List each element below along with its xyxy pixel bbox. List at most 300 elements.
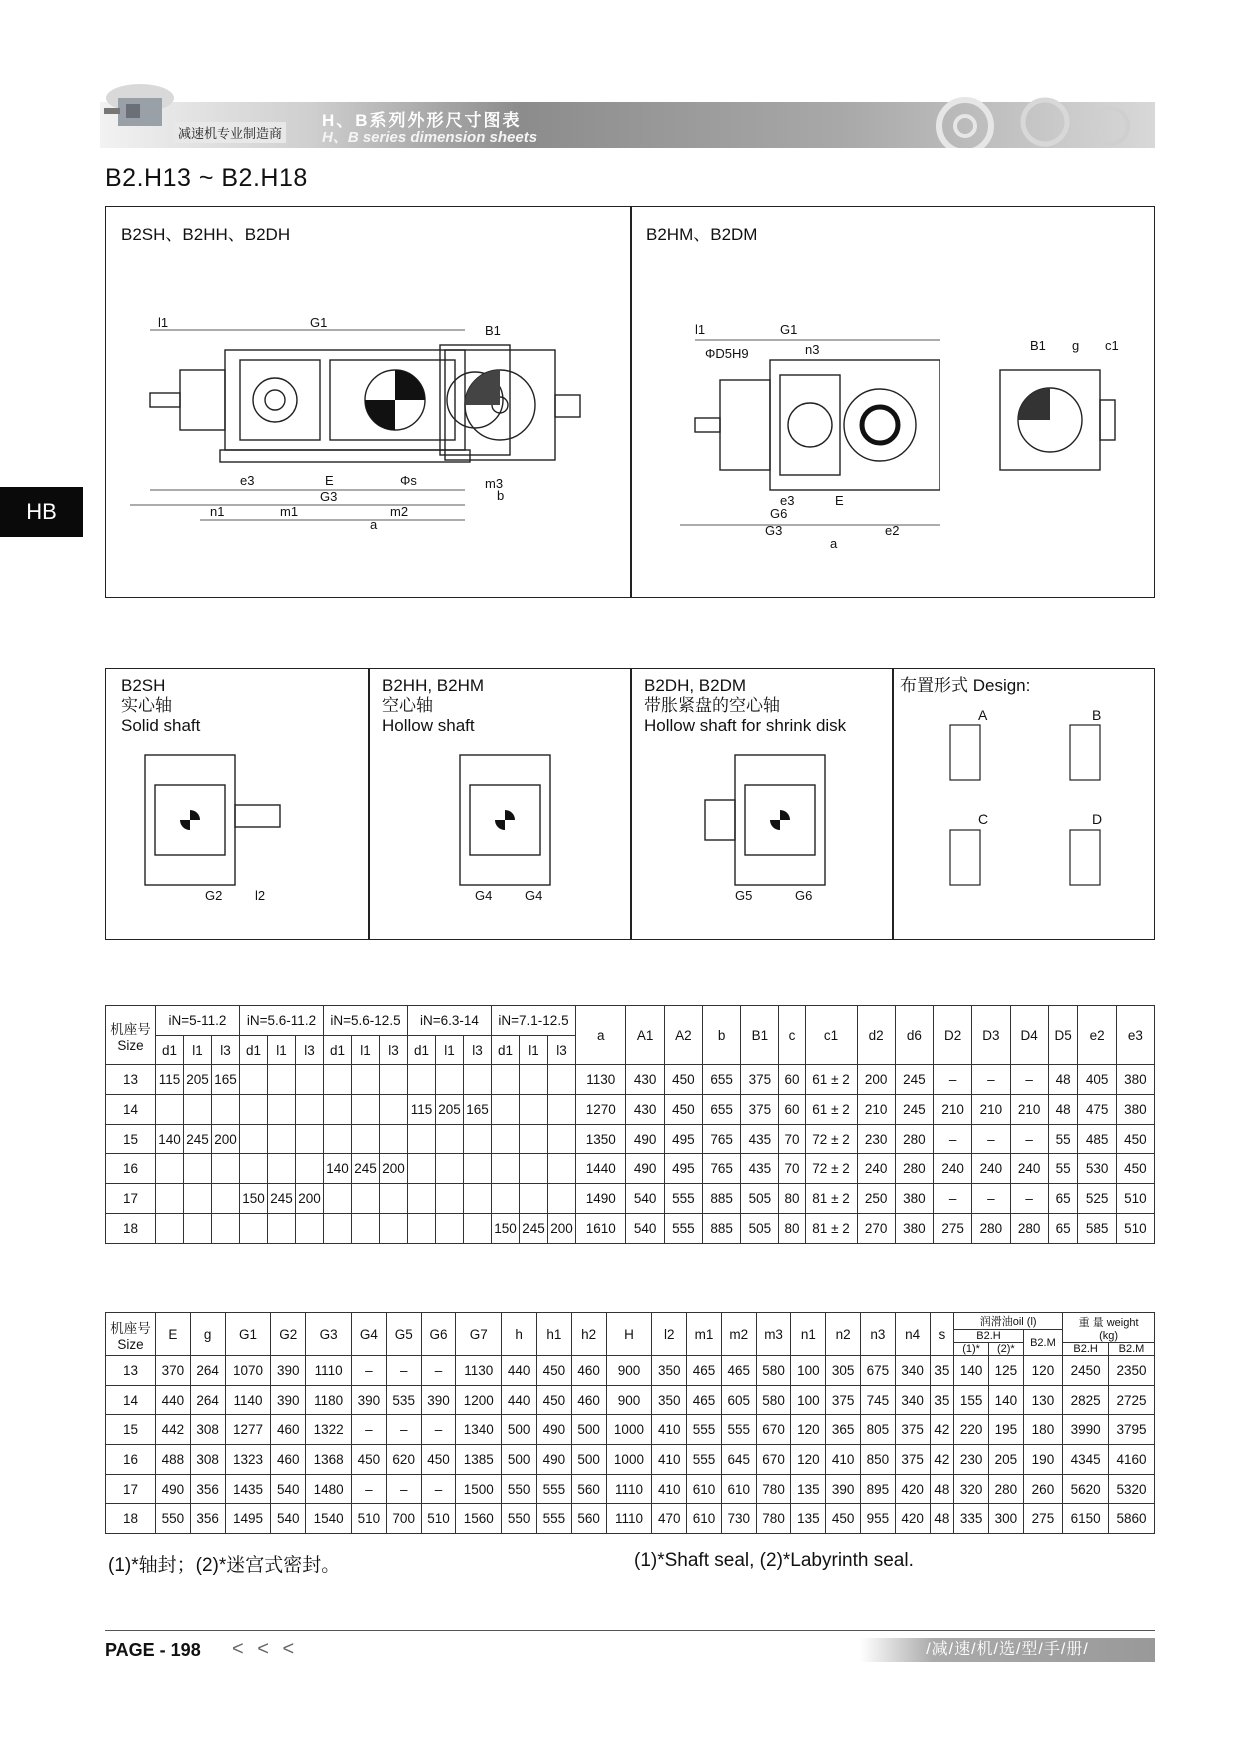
table-cell: 245 <box>895 1065 933 1095</box>
table-cell: 17 <box>106 1184 156 1214</box>
col-header: (1)* <box>954 1343 989 1356</box>
table-cell: 42 <box>930 1445 954 1475</box>
table-cell <box>268 1213 296 1243</box>
design-a: A <box>978 707 988 723</box>
table-cell: 1180 <box>306 1385 352 1415</box>
col-header: e2 <box>1078 1006 1116 1065</box>
table-cell: 350 <box>652 1356 687 1386</box>
table-cell: 390 <box>421 1385 456 1415</box>
col-header: m1 <box>687 1313 722 1356</box>
table-cell: 435 <box>741 1154 779 1184</box>
table-cell: 380 <box>895 1184 933 1214</box>
table-cell <box>240 1213 268 1243</box>
table-cell: 1500 <box>456 1474 502 1504</box>
table-cell: 1340 <box>456 1415 502 1445</box>
table-cell: 48 <box>930 1474 954 1504</box>
table-cell: 190 <box>1023 1445 1062 1475</box>
col-header: G7 <box>456 1313 502 1356</box>
table-cell: 1110 <box>306 1356 352 1386</box>
table-cell: 165 <box>464 1095 492 1125</box>
table-cell <box>380 1124 408 1154</box>
table-cell: 210 <box>857 1095 895 1125</box>
table-cell: 380 <box>895 1213 933 1243</box>
table-cell: 490 <box>626 1124 664 1154</box>
table-cell <box>184 1213 212 1243</box>
table-cell: 580 <box>756 1385 791 1415</box>
table-cell: 490 <box>626 1154 664 1184</box>
table-cell <box>296 1065 324 1095</box>
table-cell: 120 <box>791 1445 826 1475</box>
svg-text:ΦD5H9: ΦD5H9 <box>705 346 749 361</box>
table-cell: 675 <box>860 1356 895 1386</box>
table-cell: 65 <box>1048 1213 1078 1243</box>
table-cell: 555 <box>687 1445 722 1475</box>
panel1-left-title: B2SH、B2HH、B2DH <box>121 225 291 244</box>
table-cell: 460 <box>571 1385 606 1415</box>
table-cell: 780 <box>756 1474 791 1504</box>
table-cell: 48 <box>1048 1065 1078 1095</box>
table-cell: 490 <box>156 1474 191 1504</box>
table-cell: 80 <box>779 1213 805 1243</box>
table-cell: 205 <box>184 1065 212 1095</box>
table-cell: 620 <box>386 1445 421 1475</box>
table-cell <box>296 1124 324 1154</box>
col-header: G3 <box>306 1313 352 1356</box>
ratio-group-header: iN=5-11.2 <box>156 1006 240 1036</box>
table-cell: 1322 <box>306 1415 352 1445</box>
table-cell: 210 <box>1010 1095 1048 1125</box>
table-cell: 17 <box>106 1474 156 1504</box>
table-cell <box>352 1095 380 1125</box>
dimension-table-1 <box>105 1005 1155 1244</box>
table-cell: 375 <box>895 1445 930 1475</box>
table-cell <box>520 1124 548 1154</box>
table-cell: 280 <box>1010 1213 1048 1243</box>
size-header-cn: 机座号 <box>110 1320 151 1336</box>
table-cell: 460 <box>571 1356 606 1386</box>
drawing-b2hm-front <box>640 320 940 550</box>
design-d: D <box>1092 811 1103 827</box>
table-cell <box>268 1065 296 1095</box>
table-cell: 80 <box>779 1184 805 1214</box>
table-cell: 2350 <box>1109 1356 1155 1386</box>
table-cell: 1350 <box>576 1124 626 1154</box>
table-cell: – <box>1010 1184 1048 1214</box>
header-maker: 减速机专业制造商 <box>174 122 286 143</box>
gearbox-logo-icon <box>100 78 178 138</box>
table-cell: 61 ± 2 <box>805 1095 857 1125</box>
table-cell: 555 <box>664 1213 702 1243</box>
svg-text:c1: c1 <box>1105 338 1119 353</box>
table-cell: 13 <box>106 1065 156 1095</box>
svg-text:G3: G3 <box>320 489 338 504</box>
col-header: d2 <box>857 1006 895 1065</box>
table-cell: 510 <box>1116 1184 1154 1214</box>
table-cell: 135 <box>791 1504 826 1534</box>
table-cell: – <box>934 1065 972 1095</box>
table-cell: 560 <box>571 1474 606 1504</box>
col-header: G2 <box>271 1313 306 1356</box>
table-cell <box>492 1154 520 1184</box>
table-cell <box>184 1184 212 1214</box>
table-cell: 18 <box>106 1504 156 1534</box>
table-cell: 280 <box>988 1474 1023 1504</box>
table-cell: 120 <box>791 1415 826 1445</box>
subcol-header: d1 <box>492 1035 520 1065</box>
table-cell: 264 <box>190 1385 225 1415</box>
col-header: m2 <box>721 1313 756 1356</box>
table-cell: 895 <box>860 1474 895 1504</box>
table-cell <box>548 1184 576 1214</box>
table-cell: 1130 <box>456 1356 502 1386</box>
table-cell: – <box>1010 1124 1048 1154</box>
table-cell: 1540 <box>306 1504 352 1534</box>
table-cell: 420 <box>895 1474 930 1504</box>
ratio-group-header: iN=6.3-14 <box>408 1006 492 1036</box>
table-cell: 440 <box>156 1385 191 1415</box>
table-cell <box>380 1095 408 1125</box>
table-cell: 405 <box>1078 1065 1116 1095</box>
table-cell <box>436 1124 464 1154</box>
table-cell: – <box>934 1184 972 1214</box>
table-cell: – <box>972 1184 1010 1214</box>
table-cell: 765 <box>702 1124 740 1154</box>
table-cell: 140 <box>988 1385 1023 1415</box>
table-cell: 60 <box>779 1065 805 1095</box>
table-cell: 450 <box>826 1504 861 1534</box>
table-cell <box>464 1154 492 1184</box>
svg-text:n3: n3 <box>805 342 820 357</box>
table-cell: 670 <box>756 1415 791 1445</box>
table-cell: 555 <box>721 1415 756 1445</box>
svg-text:g: g <box>1072 338 1080 353</box>
table-cell: 320 <box>954 1474 989 1504</box>
table-cell: 220 <box>954 1415 989 1445</box>
svg-text:G6: G6 <box>770 506 788 521</box>
table-cell: – <box>934 1124 972 1154</box>
table-cell: 140 <box>156 1124 184 1154</box>
svg-text:Φs: Φs <box>400 473 417 488</box>
table-cell <box>492 1065 520 1095</box>
table-cell: 885 <box>702 1184 740 1214</box>
table-cell: 375 <box>741 1095 779 1125</box>
subcol-header: d1 <box>408 1035 436 1065</box>
note-en: (1)*Shaft seal, (2)*Labyrinth seal. <box>634 1550 914 1571</box>
table-cell: 65 <box>1048 1184 1078 1214</box>
table-cell: 155 <box>954 1385 989 1415</box>
table-cell: 450 <box>664 1095 702 1125</box>
table-cell: 460 <box>271 1415 306 1445</box>
table-cell: 525 <box>1078 1184 1116 1214</box>
table-cell <box>268 1095 296 1125</box>
table-cell: 70 <box>779 1154 805 1184</box>
table-cell: 485 <box>1078 1124 1116 1154</box>
table-row <box>106 1445 1155 1475</box>
weight-unit: (kg) <box>1099 1329 1119 1342</box>
table-cell: 535 <box>386 1385 421 1415</box>
table-cell: 140 <box>954 1356 989 1386</box>
table-cell <box>296 1154 324 1184</box>
col-header: m3 <box>756 1313 791 1356</box>
table-cell: 240 <box>857 1154 895 1184</box>
table-cell: 275 <box>934 1213 972 1243</box>
table-cell: 1070 <box>225 1356 271 1386</box>
table-cell: 495 <box>664 1124 702 1154</box>
table-cell <box>212 1095 240 1125</box>
col-header: h <box>502 1313 537 1356</box>
table-cell: 505 <box>741 1213 779 1243</box>
size-header-cn: 机座号 <box>110 1021 151 1037</box>
table-cell: 42 <box>930 1415 954 1445</box>
col-header: l2 <box>652 1313 687 1356</box>
table-cell: 115 <box>156 1065 184 1095</box>
table-cell: 885 <box>702 1213 740 1243</box>
back-arrows-icon[interactable]: < < < <box>232 1638 299 1660</box>
table-cell: 308 <box>190 1445 225 1475</box>
table-cell: 540 <box>626 1213 664 1243</box>
table-cell: 1110 <box>606 1474 652 1504</box>
table-cell <box>380 1184 408 1214</box>
svg-text:G4: G4 <box>475 888 493 903</box>
weight-header: 重 量 weight <box>1078 1316 1139 1329</box>
table-cell: 340 <box>895 1385 930 1415</box>
col-header: H <box>606 1313 652 1356</box>
col-header: 润滑油oil (l) <box>954 1313 1063 1330</box>
col-header: G4 <box>352 1313 387 1356</box>
table-cell: 230 <box>857 1124 895 1154</box>
table-cell: 540 <box>626 1184 664 1214</box>
col-header: D3 <box>972 1006 1010 1065</box>
subcol-header: l3 <box>548 1035 576 1065</box>
table-cell <box>212 1184 240 1214</box>
table-cell: 200 <box>296 1184 324 1214</box>
table-cell: 280 <box>972 1213 1010 1243</box>
svg-text:G1: G1 <box>780 322 798 337</box>
shaft-solid-title: B2SH <box>121 676 166 695</box>
table-cell: 410 <box>652 1415 687 1445</box>
table-cell: 850 <box>860 1445 895 1475</box>
svg-text:E: E <box>835 493 844 508</box>
divider <box>630 668 632 940</box>
svg-text:e2: e2 <box>885 523 900 538</box>
table-cell: 655 <box>702 1065 740 1095</box>
table-cell <box>408 1213 436 1243</box>
table-cell: 490 <box>536 1415 571 1445</box>
table-cell: 245 <box>895 1095 933 1125</box>
table-cell: 5620 <box>1063 1474 1109 1504</box>
svg-text:e3: e3 <box>240 473 255 488</box>
table-cell <box>436 1065 464 1095</box>
table-cell: 1385 <box>456 1445 502 1475</box>
col-header: n4 <box>895 1313 930 1356</box>
table-cell: 390 <box>352 1385 387 1415</box>
table-cell: 2725 <box>1109 1385 1155 1415</box>
table-cell: 420 <box>895 1504 930 1534</box>
col-header: n1 <box>791 1313 826 1356</box>
table-cell: – <box>352 1415 387 1445</box>
table-cell <box>492 1124 520 1154</box>
col-header: A2 <box>664 1006 702 1065</box>
table-cell <box>156 1184 184 1214</box>
page-number: PAGE - 198 <box>105 1640 201 1660</box>
drawing-b2hm-side <box>980 330 1130 500</box>
table-cell: – <box>1010 1065 1048 1095</box>
divider <box>892 668 894 940</box>
subcol-header: d1 <box>240 1035 268 1065</box>
table-cell: 550 <box>502 1474 537 1504</box>
table-cell: 240 <box>972 1154 1010 1184</box>
table-cell: 260 <box>1023 1474 1062 1504</box>
table-cell: 195 <box>988 1415 1023 1445</box>
table-cell: 130 <box>1023 1385 1062 1415</box>
svg-text:G1: G1 <box>310 315 328 330</box>
table-cell: – <box>972 1065 1010 1095</box>
table-cell: 150 <box>492 1213 520 1243</box>
table-cell: 230 <box>954 1445 989 1475</box>
table-cell <box>464 1065 492 1095</box>
table-cell: 14 <box>106 1095 156 1125</box>
table-cell: 550 <box>502 1504 537 1534</box>
col-header: d6 <box>895 1006 933 1065</box>
table-row <box>106 1154 1155 1184</box>
svg-text:m2: m2 <box>390 504 409 519</box>
col-header: e3 <box>1116 1006 1154 1065</box>
table-cell: 440 <box>502 1356 537 1386</box>
col-header: (2)* <box>988 1343 1023 1356</box>
design-c: C <box>978 811 989 827</box>
col-header: B2.M <box>1023 1330 1062 1356</box>
svg-text:e3: e3 <box>780 493 795 508</box>
table-cell: 610 <box>687 1474 722 1504</box>
table-cell: 585 <box>1078 1213 1116 1243</box>
table-cell: 15 <box>106 1124 156 1154</box>
divider <box>368 668 370 940</box>
side-tab: HB <box>0 487 83 537</box>
table-cell <box>380 1213 408 1243</box>
svg-text:m3: m3 <box>485 476 504 491</box>
panel1-right-title: B2HM、B2DM <box>646 225 758 244</box>
table-row <box>106 1124 1155 1154</box>
table-cell: 200 <box>380 1154 408 1184</box>
table-cell: 210 <box>934 1095 972 1125</box>
subcol-header: l1 <box>268 1035 296 1065</box>
shaft-shrink-title: B2DH, B2DM <box>644 676 747 695</box>
table-cell: 1270 <box>576 1095 626 1125</box>
dimension-table-2 <box>105 1312 1155 1534</box>
table-cell <box>492 1184 520 1214</box>
col-header: n2 <box>826 1313 861 1356</box>
svg-text:G4: G4 <box>525 888 543 903</box>
subcol-header: l3 <box>296 1035 324 1065</box>
table-cell: – <box>386 1415 421 1445</box>
table-cell: 780 <box>756 1504 791 1534</box>
table-cell: 510 <box>421 1504 456 1534</box>
drawing-design-layouts <box>930 700 1145 930</box>
table-cell: 555 <box>664 1184 702 1214</box>
col-header: g <box>190 1313 225 1356</box>
table-cell: 700 <box>386 1504 421 1534</box>
table-cell: 200 <box>212 1124 240 1154</box>
table-cell: 270 <box>857 1213 895 1243</box>
drawing-hollow-shaft <box>420 745 590 905</box>
table-cell: 5860 <box>1109 1504 1155 1534</box>
table-cell: 1610 <box>576 1213 626 1243</box>
table-cell: 495 <box>664 1154 702 1184</box>
table-cell <box>436 1213 464 1243</box>
table-cell: 390 <box>271 1356 306 1386</box>
shaft-shrink-cn: 带胀紧盘的空心轴 <box>644 696 780 715</box>
table-cell: 530 <box>1078 1154 1116 1184</box>
table-cell <box>548 1065 576 1095</box>
table-cell: 1277 <box>225 1415 271 1445</box>
subcol-header: l3 <box>464 1035 492 1065</box>
col-header: D2 <box>934 1006 972 1065</box>
table-cell: 465 <box>721 1356 756 1386</box>
table-cell <box>324 1213 352 1243</box>
table-row <box>106 1474 1155 1504</box>
table-cell: 460 <box>271 1445 306 1475</box>
svg-text:G2: G2 <box>205 888 223 903</box>
table-cell <box>548 1124 576 1154</box>
design-title: 布置形式 Design: <box>900 676 1031 695</box>
table-cell: 1495 <box>225 1504 271 1534</box>
table-cell <box>548 1095 576 1125</box>
table-cell: 280 <box>895 1154 933 1184</box>
table-cell: 70 <box>779 1124 805 1154</box>
subcol-header: l1 <box>436 1035 464 1065</box>
table-cell: 490 <box>536 1445 571 1475</box>
table-row <box>106 1213 1155 1243</box>
table-cell: 475 <box>1078 1095 1116 1125</box>
table-cell: 555 <box>536 1504 571 1534</box>
ratio-group-header: iN=7.1-12.5 <box>492 1006 576 1036</box>
table-cell: 200 <box>857 1065 895 1095</box>
table-cell: 380 <box>1116 1095 1154 1125</box>
table-cell: 1480 <box>306 1474 352 1504</box>
table-cell <box>408 1065 436 1095</box>
table-cell: 81 ± 2 <box>805 1184 857 1214</box>
table-cell: 135 <box>791 1474 826 1504</box>
table-cell: 465 <box>687 1356 722 1386</box>
table-cell: 120 <box>1023 1356 1062 1386</box>
svg-text:G6: G6 <box>795 888 813 903</box>
ratio-group-header: iN=5.6-12.5 <box>324 1006 408 1036</box>
table-cell: 450 <box>664 1065 702 1095</box>
table-cell <box>520 1095 548 1125</box>
table-row <box>106 1065 1155 1095</box>
table-cell: 3795 <box>1109 1415 1155 1445</box>
table-cell: 60 <box>779 1095 805 1125</box>
table-cell: 540 <box>271 1504 306 1534</box>
table-cell: 200 <box>548 1213 576 1243</box>
col-header <box>1063 1313 1155 1343</box>
table-cell: 465 <box>687 1385 722 1415</box>
table-cell: 745 <box>860 1385 895 1415</box>
table-cell: 1130 <box>576 1065 626 1095</box>
table-cell <box>492 1095 520 1125</box>
svg-text:G5: G5 <box>735 888 753 903</box>
table-cell: 765 <box>702 1154 740 1184</box>
table-row <box>106 1415 1155 1445</box>
svg-text:B1: B1 <box>1030 338 1046 353</box>
table-cell: 55 <box>1048 1154 1078 1184</box>
table-cell: 500 <box>571 1415 606 1445</box>
table-cell <box>184 1095 212 1125</box>
svg-text:E: E <box>325 473 334 488</box>
table-cell: 15 <box>106 1415 156 1445</box>
table-cell: 375 <box>895 1415 930 1445</box>
table-cell: 805 <box>860 1415 895 1445</box>
